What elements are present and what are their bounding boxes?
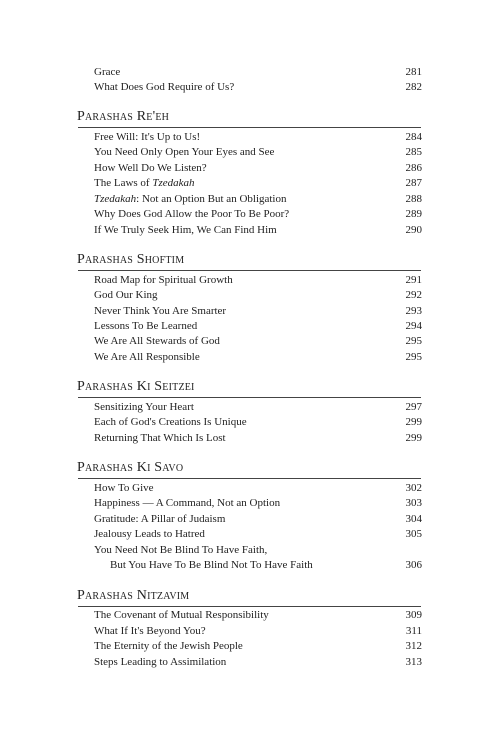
entry-title: Sensitizing Your Heart bbox=[94, 401, 194, 413]
entry-title: Free Will: It's Up to Us! bbox=[94, 131, 201, 143]
section-heading: Parashas Nitzavim bbox=[77, 588, 190, 603]
entry-title: Returning That Which Is Lost bbox=[94, 432, 226, 444]
entry-page: 293 bbox=[405, 305, 422, 317]
entry-page: 294 bbox=[405, 320, 422, 332]
toc-entry bbox=[94, 192, 422, 206]
entry-page: 286 bbox=[405, 162, 422, 174]
entry-page: 282 bbox=[405, 81, 422, 93]
section-divider bbox=[78, 270, 421, 271]
entry-page: 291 bbox=[405, 274, 422, 286]
entry-title: You Need Not Be Blind To Have Faith, bbox=[94, 544, 268, 556]
toc-entry bbox=[94, 543, 422, 557]
entry-page: 303 bbox=[405, 497, 422, 509]
entry-title: You Need Only Open Your Eyes and See bbox=[94, 146, 275, 158]
entry-page: 295 bbox=[405, 351, 422, 363]
entry-title: Never Think You Are Smarter bbox=[94, 305, 227, 317]
entry-title: The Eternity of the Jewish People bbox=[94, 640, 243, 652]
entry-title bbox=[94, 176, 195, 190]
entry-page: 304 bbox=[405, 513, 422, 525]
entry-page: 281 bbox=[405, 66, 422, 78]
entry-page: 284 bbox=[405, 131, 422, 143]
entry-title: How Well Do We Listen? bbox=[94, 162, 207, 174]
entry-page: 285 bbox=[405, 146, 422, 158]
toc-entry bbox=[94, 400, 422, 414]
entry-title: The Covenant of Mutual Responsibility bbox=[94, 609, 269, 621]
entry-title: Road Map for Spiritual Growth bbox=[94, 274, 233, 286]
entry-page: 289 bbox=[405, 208, 422, 220]
toc-entry bbox=[94, 304, 422, 318]
toc-entry bbox=[94, 639, 422, 653]
entry-title: But You Have To Be Blind Not To Have Faith bbox=[110, 559, 313, 571]
entry-page: 299 bbox=[405, 416, 422, 428]
toc-entry bbox=[94, 223, 422, 237]
entry-title-italic: Tzedakah bbox=[152, 177, 195, 189]
toc-entry bbox=[94, 65, 422, 79]
entry-title: Gratitude: A Pillar of Judaism bbox=[94, 513, 226, 525]
toc-entry bbox=[94, 655, 422, 669]
entry-title: Each of God's Creations Is Unique bbox=[94, 416, 247, 428]
entry-title bbox=[94, 192, 287, 206]
entry-page: 309 bbox=[405, 609, 422, 621]
toc-entry bbox=[94, 415, 422, 429]
toc-entry bbox=[94, 608, 422, 622]
entry-page: 311 bbox=[405, 625, 422, 637]
section-heading: Parashas Re'eh bbox=[77, 109, 170, 124]
toc-entry bbox=[94, 431, 422, 445]
toc-entry bbox=[94, 481, 422, 495]
entry-title: We Are All Stewards of God bbox=[94, 335, 220, 347]
entry-page: 302 bbox=[405, 482, 422, 494]
section-heading: Parashas Ki Seitzei bbox=[77, 379, 195, 394]
entry-title-prefix: The Laws of bbox=[94, 177, 153, 189]
section-heading: Parashas Ki Savo bbox=[77, 460, 184, 475]
section-divider bbox=[78, 397, 421, 398]
entry-title: Grace bbox=[94, 66, 121, 78]
toc-entry bbox=[94, 80, 422, 94]
toc-entry bbox=[94, 130, 422, 144]
section-divider bbox=[78, 478, 421, 479]
entry-title: Steps Leading to Assimilation bbox=[94, 656, 227, 668]
entry-page: 290 bbox=[405, 224, 422, 236]
toc-entry bbox=[94, 512, 422, 526]
entry-title: If We Truly Seek Him, We Can Find Him bbox=[94, 224, 277, 236]
entry-title: God Our King bbox=[94, 289, 158, 301]
entry-page: 305 bbox=[405, 528, 422, 540]
toc-entry bbox=[94, 288, 422, 302]
entry-title-italic: Tzedakah bbox=[94, 193, 137, 205]
toc-entry bbox=[94, 207, 422, 221]
toc-entry bbox=[94, 319, 422, 333]
toc-entry bbox=[94, 176, 422, 190]
entry-title: What Does God Require of Us? bbox=[94, 81, 235, 93]
section-divider bbox=[78, 127, 421, 128]
toc-entry bbox=[94, 145, 422, 159]
toc-entry bbox=[94, 273, 422, 287]
entry-page: 295 bbox=[405, 335, 422, 347]
entry-page: 288 bbox=[405, 193, 422, 205]
toc-entry bbox=[94, 350, 422, 364]
entry-title: Why Does God Allow the Poor To Be Poor? bbox=[94, 208, 290, 220]
entry-page: 292 bbox=[405, 289, 422, 301]
entry-page: 297 bbox=[405, 401, 422, 413]
entry-page: 287 bbox=[405, 177, 422, 189]
entry-title-suffix: : Not an Option But an Obligation bbox=[136, 193, 287, 205]
toc-entry bbox=[94, 496, 422, 510]
entry-title: Happiness — A Command, Not an Option bbox=[94, 497, 281, 509]
entry-page: 313 bbox=[405, 656, 422, 668]
entry-page: 312 bbox=[405, 640, 422, 652]
toc-entry bbox=[94, 161, 422, 175]
toc-entry bbox=[94, 527, 422, 541]
entry-title: What If It's Beyond You? bbox=[94, 625, 206, 637]
entry-title: We Are All Responsible bbox=[94, 351, 200, 363]
entry-title: Lessons To Be Learned bbox=[94, 320, 198, 332]
entry-title: Jealousy Leads to Hatred bbox=[94, 528, 205, 540]
toc-entry-continuation bbox=[94, 558, 422, 572]
section-heading: Parashas Shoftim bbox=[77, 252, 185, 267]
toc-entry bbox=[94, 624, 422, 638]
toc-entry bbox=[94, 334, 422, 348]
entry-title: How To Give bbox=[94, 482, 154, 494]
entry-page: 306 bbox=[405, 559, 422, 571]
entry-page: 299 bbox=[405, 432, 422, 444]
section-divider bbox=[78, 606, 421, 607]
